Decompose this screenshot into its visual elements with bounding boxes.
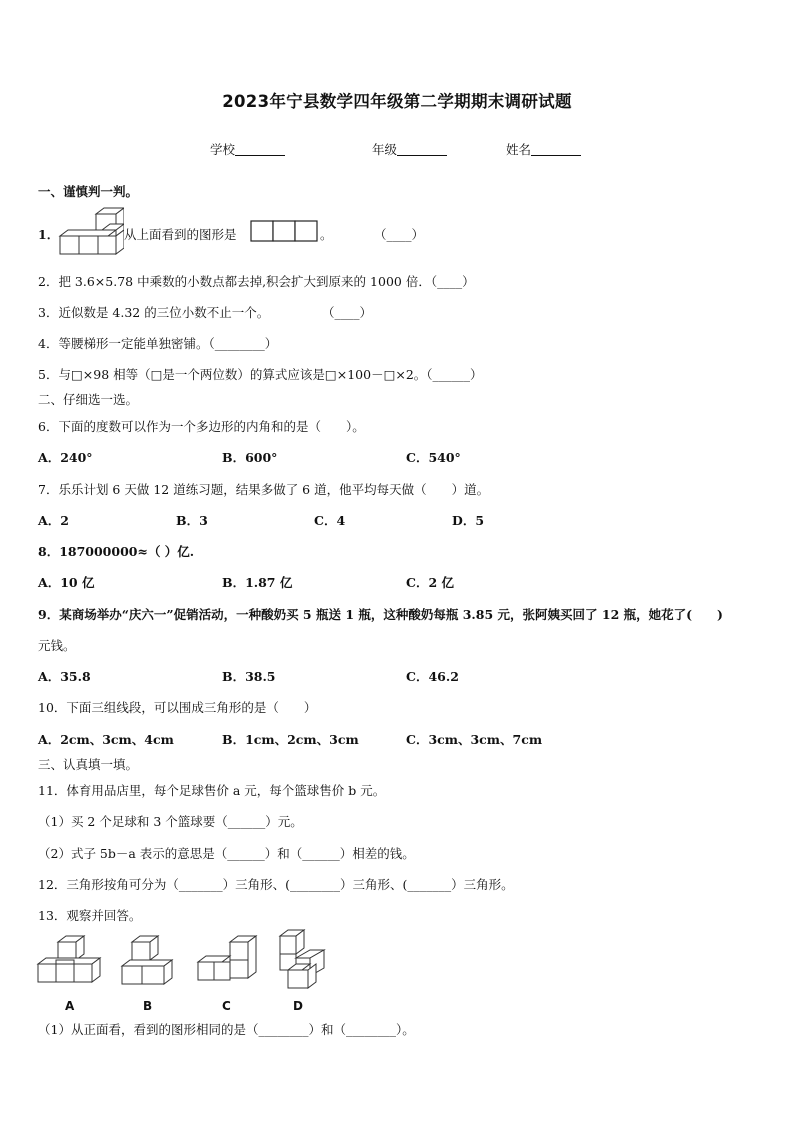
q6-option-c[interactable]: C．540° <box>406 450 461 465</box>
q9-text-continued: 元钱。 <box>38 638 76 653</box>
q5-text: 5．与□×98 相等（□是一个两位数）的算式应该是□×100－□×2。（______） <box>38 367 483 382</box>
section-3-heading: 三、认真填一填。 <box>38 757 139 772</box>
cube-stack-figure <box>58 206 124 256</box>
q11-text: 11．体育用品店里，每个足球售价 a 元，每个篮球售价 b 元。 <box>38 783 386 798</box>
q1-text-a: 从上面看到的图形是 <box>124 227 237 242</box>
school-label: 学校 <box>210 142 236 157</box>
q8-option-c[interactable]: C．2 亿 <box>406 575 454 590</box>
q10-option-c[interactable]: C．3cm、3cm、7cm <box>406 732 543 747</box>
q13-text: 13．观察并回答。 <box>38 908 142 923</box>
q12-text: 12．三角形按角可分为（_______）三角形、(________）三角形、(_______）三角形。 <box>38 877 514 892</box>
q9-option-c[interactable]: C．46.2 <box>406 669 459 684</box>
school-field <box>210 140 285 158</box>
q1-text-b: 。 <box>320 227 333 242</box>
figure-c-cubes <box>198 936 256 980</box>
q1-number: 1． <box>38 227 60 242</box>
q8-option-a[interactable]: A．10 亿 <box>38 575 95 590</box>
q3-text: 3．近似数是 4.32 的三位小数不止一个。 <box>38 305 270 320</box>
q6-option-a[interactable]: A．240° <box>38 450 93 465</box>
q6-option-b[interactable]: B．600° <box>222 450 278 465</box>
q8-text: 8．187000000≈（ ）亿. <box>38 544 195 559</box>
name-blank <box>531 143 581 156</box>
page-title: 2023年宁县数学四年级第二学期期末调研试题 <box>222 92 572 111</box>
q9-option-a[interactable]: A．35.8 <box>38 669 91 684</box>
figure-b-cubes <box>122 936 172 984</box>
q7-option-a[interactable]: A．2 <box>38 513 69 528</box>
q10-option-a[interactable]: A．2cm、3cm、4cm <box>38 732 174 747</box>
q9-text: 9．某商场举办“庆六一”促销活动，一种酸奶买 5 瓶送 1 瓶，这种酸奶每瓶 3.85 元，张阿姨买回了 12 瓶，她花了( ) <box>38 607 723 622</box>
figure-label-a: A <box>65 999 75 1013</box>
grade-label: 年级 <box>372 142 398 157</box>
q7-text: 7．乐乐计划 6 天做 12 道练习题，结果多做了 6 道，他平均每天做（ ）道。 <box>38 482 490 497</box>
q10-option-b[interactable]: B．1cm、2cm、3cm <box>222 732 359 747</box>
grade-blank <box>397 143 447 156</box>
name-label: 姓名 <box>506 142 532 157</box>
q13-sub1: （1）从正面看，看到的图形相同的是（________）和（________）。 <box>38 1022 415 1037</box>
q4-text: 4．等腰梯形一定能单独密铺。（________） <box>38 336 278 351</box>
q6-text: 6．下面的度数可以作为一个多边形的内角和的是（ ）。 <box>38 419 365 434</box>
figure-d-cubes <box>280 930 324 988</box>
grade-field <box>372 140 447 158</box>
q10-text: 10．下面三组线段，可以围成三角形的是（ ） <box>38 700 317 715</box>
figure-a-cubes <box>38 936 100 982</box>
section-1-heading: 一、谨慎判一判。 <box>38 184 139 199</box>
q13-cube-figures <box>34 928 334 1016</box>
q11-sub2: （2）式子 5b－a 表示的意思是（______）和（______）相差的钱。 <box>38 846 415 861</box>
q8-option-b[interactable]: B．1.87 亿 <box>222 575 293 590</box>
q7-option-b[interactable]: B．3 <box>176 513 208 528</box>
name-field <box>506 140 581 158</box>
figure-label-c: C <box>222 999 231 1013</box>
q9-option-b[interactable]: B．38.5 <box>222 669 276 684</box>
q7-option-d[interactable]: D．5 <box>452 513 485 528</box>
q2-text: 2．把 3.6×5.78 中乘数的小数点都去掉,积会扩大到原来的 1000 倍．（____） <box>38 274 475 289</box>
q3-answer-blank[interactable]: （____） <box>322 305 373 320</box>
q7-option-c[interactable]: C．4 <box>314 513 346 528</box>
three-square-figure <box>250 220 320 242</box>
q11-sub1: （1）买 2 个足球和 3 个篮球要（______）元。 <box>38 814 303 829</box>
q1-answer-blank[interactable]: （____） <box>374 227 425 242</box>
figure-label-d: D <box>293 999 303 1013</box>
school-blank <box>235 143 285 156</box>
section-2-heading: 二、仔细选一选。 <box>38 392 139 407</box>
figure-label-b: B <box>143 999 153 1013</box>
